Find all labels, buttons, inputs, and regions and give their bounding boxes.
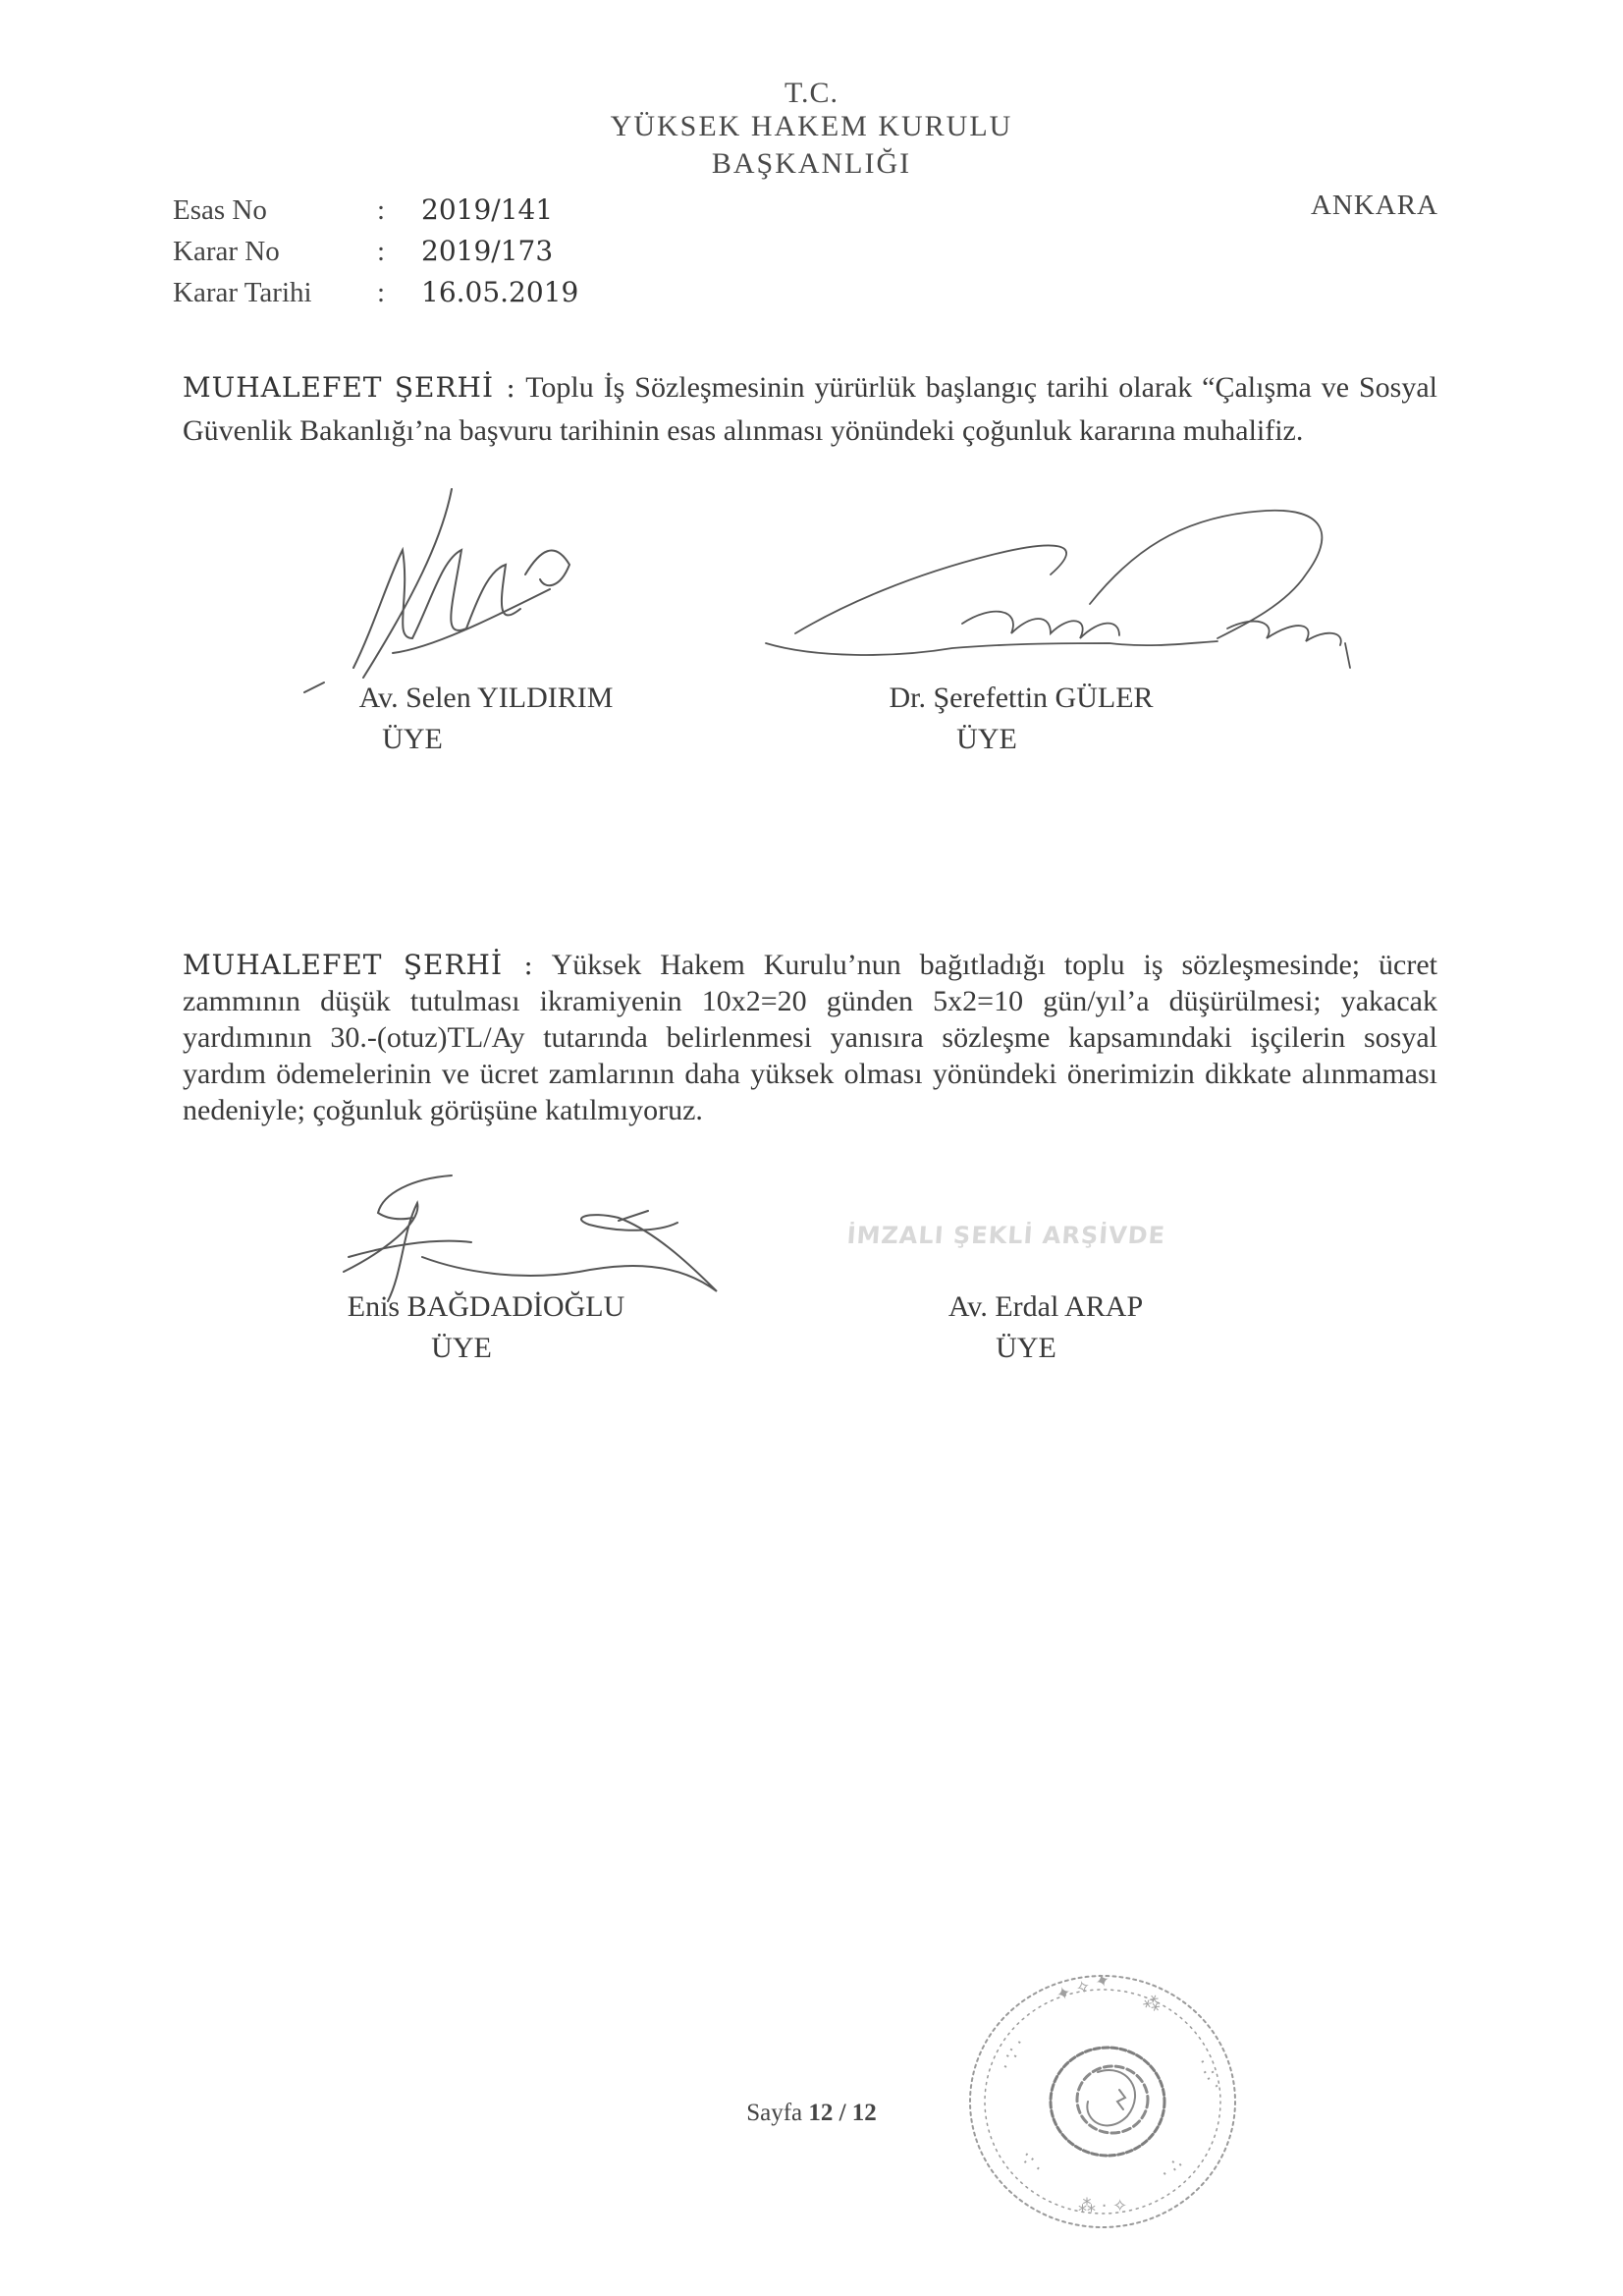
header-institution: YÜKSEK HAKEM KURULU: [610, 110, 1013, 142]
signatory-title: ÜYE: [996, 1332, 1056, 1364]
svg-text:· ∴ ·: · ∴ ·: [1191, 2054, 1227, 2095]
dissent-paragraph-2: [183, 947, 1437, 1128]
svg-text:✦ ✧ ✦: ✦ ✧ ✦: [1054, 1969, 1113, 2006]
page-number: 12 / 12: [808, 2100, 877, 2126]
dissent-label: MUHALEFET ŞERHİ :: [183, 949, 534, 981]
signatory-4: [884, 1286, 1208, 1369]
svg-text:· ∵ ·: · ∵ ·: [996, 2035, 1031, 2075]
signatory-title: ÜYE: [956, 723, 1017, 755]
dissent-text: Yüksek Hakem Kurulu’nun bağıtladığı toplu iş sözleşmesinde; ücret zammının düşük tutulması ikramiyenin 10x2=20 günden 5x2=10 gün/yıl’a düşürülmesi; yakacak yardımının 30.-(otuz)TL/Ay tutarında belirlenmesi yanısıra sözleşme kapsamındaki işçilerin sosyal yardım ödemelerinin ve ücret zamlarının daha yüksek olması yönündeki önerimizin dikkate alınmaması nedeniyle; çoğunluk görüşüne katılmıyoruz.: [183, 949, 1437, 1126]
signatory-title: ÜYE: [431, 1332, 492, 1364]
dissent-label: MUHALEFET ŞERHİ :: [183, 371, 516, 404]
meta-tarih-row: Karar Tarihi : 16.05.2019: [173, 273, 578, 312]
dissent-text: Toplu İş Sözleşmesinin yürürlük başlangıç tarihi olarak “Çalışma ve Sosyal Güvenlik Bakanlığı’na başvuru tarihinin esas alınması yönündeki çoğunluk kararına muhalifiz.: [183, 371, 1437, 447]
page-footer: [0, 2100, 1623, 2127]
meta-value: 2019/173: [421, 235, 554, 267]
signatory-1: [324, 678, 648, 760]
signatory-name: Enis BAĞDADİOĞLU: [347, 1290, 625, 1323]
signatory-name: Dr. Şerefettin GÜLER: [889, 682, 1154, 714]
page-label: Sayfa: [746, 2100, 803, 2126]
city-label: ANKARA: [1310, 190, 1438, 221]
signature-serefettin-guler: [756, 496, 1384, 692]
meta-value: 2019/141: [421, 193, 554, 226]
signatory-2: [854, 678, 1188, 760]
signatory-title: ÜYE: [382, 723, 443, 755]
meta-label: Karar No: [173, 236, 280, 267]
signature-selen-yildirim: [295, 481, 589, 707]
meta-value: 16.05.2019: [421, 276, 579, 308]
meta-label: Esas No: [173, 194, 267, 226]
svg-text:· ∴: · ∴: [1156, 2154, 1187, 2184]
dissent-paragraph-1: [183, 366, 1437, 453]
signatory-3: [324, 1286, 648, 1369]
faded-stamp-text: İMZALI ŞEKLİ ARŞİVDE: [845, 1222, 1166, 1249]
signatory-name: Av. Erdal ARAP: [947, 1290, 1144, 1323]
meta-esas-row: Esas No : 2019/141: [173, 191, 553, 230]
svg-text:⁂ · ✧: ⁂ · ✧: [1078, 2196, 1128, 2216]
svg-text:∵ ·: ∵ ·: [1015, 2148, 1047, 2179]
signatory-name: Av. Selen YILDIRIM: [358, 682, 614, 714]
header-tc: T.C.: [784, 77, 839, 109]
meta-label: Karar Tarihi: [173, 277, 312, 308]
svg-text:⁂: ⁂: [1140, 1991, 1164, 2017]
header-presidency: BAŞKANLIĞI: [711, 147, 912, 180]
meta-karar-row: Karar No : 2019/173: [173, 232, 553, 271]
